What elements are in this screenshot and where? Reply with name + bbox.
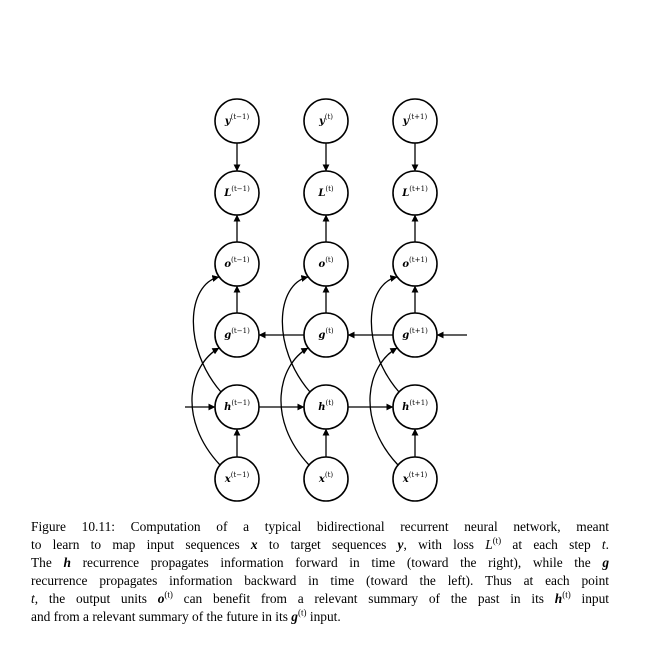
caption-line-4: recurrence propagates information backward in time (toward the left). Thus at each point [31,573,609,588]
node-g-t-plus-1 [393,313,437,357]
svg-text:o(t−1): $o^{(t-1)}$ [224,256,250,270]
svg-text:g(t+1): $g^{(t+1)}$ [402,327,428,341]
node-y-t-plus-1 [393,99,437,143]
svg-text:x(t+1): $x^{(t+1)}$ [402,471,428,485]
svg-text:L(t): $L^{(t)}$ [318,185,334,199]
caption-line-1: Figure 10.11: Computation of a typical bidirectional recurrent neural network, meant [31,519,609,534]
node-y-t-minus-1 [215,99,259,143]
svg-text:h(t): $h^{(t)}$ [318,399,334,413]
node-x-t [304,457,348,501]
svg-text:g(t−1): $g^{(t-1)}$ [224,327,250,341]
node-h-t-minus-1 [215,385,259,429]
node-o-t [304,242,348,286]
svg-text:y(t): $y^{(t)}$ [318,113,334,127]
caption-line-2: to learn to map input sequences x to target sequences y, with loss $L^{(t)}$ at each step t. [31,535,610,552]
node-o-t-plus-1 [393,242,437,286]
node-L-t [304,171,348,215]
svg-text:L(t+1): $L^{(t+1)}$ [402,185,428,199]
node-g-t-minus-1 [215,313,259,357]
svg-text:L(t−1): $L^{(t-1)}$ [224,185,250,199]
svg-text:g(t): $g^{(t)}$ [318,327,334,341]
node-L-t-plus-1 [393,171,437,215]
svg-text:h(t+1): $h^{(t+1)}$ [402,399,428,413]
svg-text:h(t−1): $h^{(t-1)}$ [224,399,250,413]
node-g-t [304,313,348,357]
node-h-t [304,385,348,429]
caption-line-3: The h recurrence propagates information forward in time (toward the right), while the g [31,555,610,570]
svg-text:y(t−1): $y^{(t-1)}$ [224,113,250,127]
svg-text:o(t): $o^{(t)}$ [318,256,334,270]
figure-caption [31,518,609,626]
svg-text:x(t−1): $x^{(t-1)}$ [224,471,250,485]
node-h-t-plus-1 [393,385,437,429]
node-x-t-plus-1 [393,457,437,501]
node-x-t-minus-1 [215,457,259,501]
node-y-t [304,99,348,143]
svg-text:o(t+1): $o^{(t+1)}$ [402,256,428,270]
svg-text:y(t+1): $y^{(t+1)}$ [402,113,428,127]
caption-line-5: t, the output units $o^{(t)}$ can benefit from a relevant summary of the past in its $h^{(t)}$ input [31,589,609,606]
node-o-t-minus-1 [215,242,259,286]
svg-text:x(t): $x^{(t)}$ [318,471,334,485]
caption-line-6: and from a relevant summary of the future in its $g^{(t)}$ input. [31,607,341,624]
node-L-t-minus-1 [215,171,259,215]
